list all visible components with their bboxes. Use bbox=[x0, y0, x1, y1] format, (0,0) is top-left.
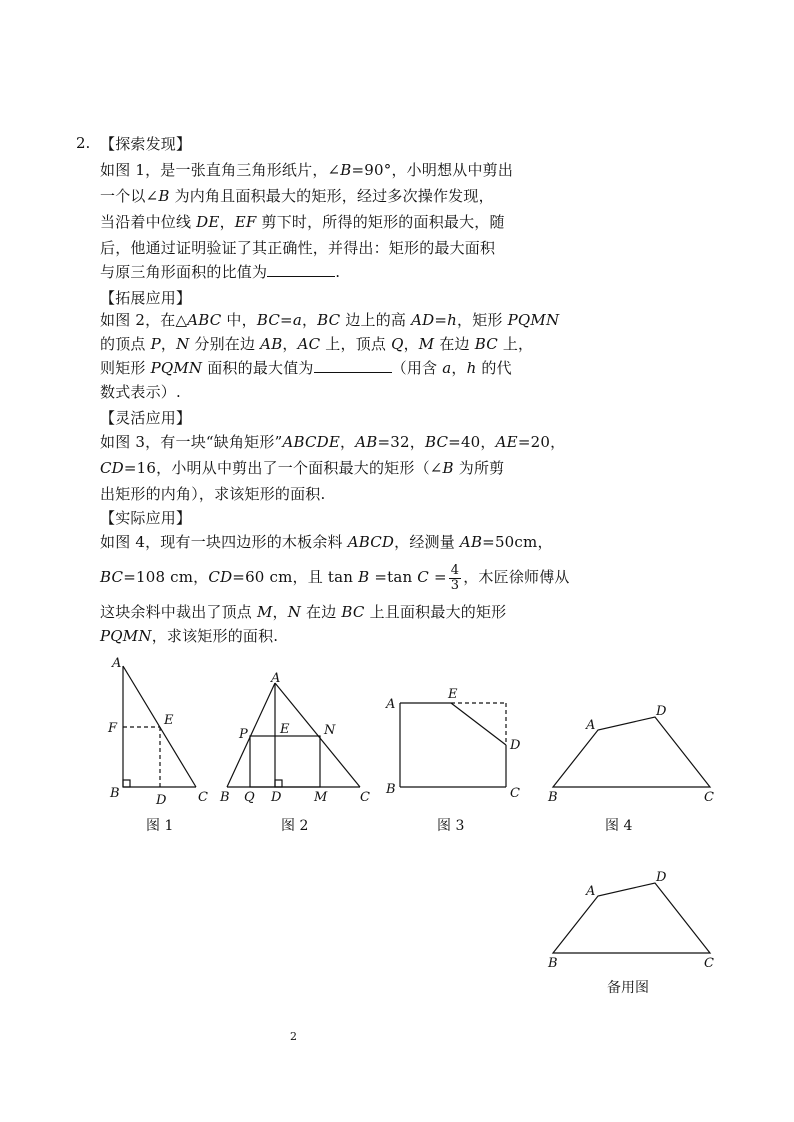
section1-line3: 当沿着中位线 DE，EF 剪下时，所得的矩形的面积最大，随 bbox=[100, 213, 505, 231]
figure-4 bbox=[553, 717, 710, 787]
section1-line5: 与原三角形面积的比值为 . bbox=[100, 263, 341, 281]
fig2-label-n: N bbox=[324, 723, 336, 738]
fig1-caption: 图 1 bbox=[146, 818, 174, 834]
spare-label-d: D bbox=[656, 870, 667, 885]
fig3-label-a: A bbox=[386, 697, 396, 712]
section2-line2: 的顶点 P，N 分别在边 AB，AC 上，顶点 Q，M 在边 BC 上， bbox=[100, 335, 534, 353]
fig2-label-p: P bbox=[239, 727, 248, 742]
page-number: 2 bbox=[290, 1030, 297, 1043]
fig1-label-d: D bbox=[156, 793, 167, 808]
fig2-label-m: M bbox=[314, 790, 328, 805]
section1-line1: 如图 1，是一张直角三角形纸片，∠B=90°，小明想从中剪出 bbox=[100, 161, 514, 179]
section3-line3: 出矩形的内角），求该矩形的面积. bbox=[100, 485, 326, 503]
fig1-label-c: C bbox=[198, 790, 208, 805]
fig4-label-c: C bbox=[704, 790, 714, 805]
fig2-label-a: A bbox=[271, 671, 281, 686]
fig1-label-e: E bbox=[164, 713, 174, 728]
fig4-label-d: D bbox=[656, 704, 667, 719]
spare-label-a: A bbox=[586, 884, 596, 899]
section3-line2: CD=16，小明从中剪出了一个面积最大的矩形（∠B 为所剪 bbox=[100, 459, 505, 477]
section3-line1: 如图 3，有一块“缺角矩形”ABCDE，AB=32，BC=40，AE=20， bbox=[100, 433, 566, 451]
section2-header: 【拓展应用】 bbox=[100, 289, 192, 307]
fig2-label-b: B bbox=[220, 790, 230, 805]
fig4-label-b: B bbox=[548, 790, 558, 805]
problem-number: 2. bbox=[76, 134, 91, 152]
section2-line3: 则矩形 PQMN 面积的最大值为 （用含 a，h 的代 bbox=[100, 359, 512, 377]
spare-caption: 备用图 bbox=[607, 980, 649, 996]
section3-header: 【灵活应用】 bbox=[100, 409, 192, 427]
fig3-label-c: C bbox=[510, 786, 520, 801]
section4-line2: BC=108 cm，CD=60 cm，且 tan B =tan C = $\frac{4}{3}$ ，木匠徐师傅从 bbox=[100, 562, 570, 593]
fig2-label-c: C bbox=[360, 790, 370, 805]
fig1-label-b: B bbox=[110, 786, 120, 801]
section4-line4: PQMN，求该矩形的面积. bbox=[100, 627, 279, 645]
section1-line2: 一个以∠B 为内角且面积最大的矩形，经过多次操作发现， bbox=[100, 187, 494, 205]
section1-line4: 后，他通过证明验证了其正确性，并得出：矩形的最大面积 bbox=[100, 239, 496, 257]
fig2-label-e: E bbox=[280, 722, 290, 737]
figure-spare bbox=[553, 883, 710, 953]
fig2-label-d: D bbox=[271, 790, 282, 805]
fig3-label-d: D bbox=[510, 738, 521, 753]
section2-line4: 数式表示）. bbox=[100, 383, 181, 401]
section1-header: 【探索发现】 bbox=[100, 135, 192, 153]
spare-label-b: B bbox=[548, 956, 558, 971]
fig2-label-q: Q bbox=[244, 790, 255, 805]
fig2-caption: 图 2 bbox=[281, 818, 309, 834]
fig4-caption: 图 4 bbox=[605, 818, 633, 834]
fig4-label-a: A bbox=[586, 718, 596, 733]
figure-1 bbox=[123, 666, 196, 787]
section4-line3: 这块余料中裁出了顶点 M，N 在边 BC 上且面积最大的矩形 bbox=[100, 603, 507, 621]
figure-3 bbox=[400, 703, 506, 787]
section4-header: 【实际应用】 bbox=[100, 509, 192, 527]
fig1-label-a: A bbox=[112, 656, 122, 671]
fig3-label-e: E bbox=[448, 687, 458, 702]
section4-line1: 如图 4，现有一块四边形的木板余料 ABCD，经测量 AB=50cm， bbox=[100, 533, 553, 551]
section2-line1: 如图 2，在△ABC 中，BC=a，BC 边上的高 AD=h，矩形 PQMN bbox=[100, 311, 560, 329]
fig3-caption: 图 3 bbox=[437, 818, 465, 834]
fig1-label-f: F bbox=[108, 721, 118, 736]
fraction-four-thirds: $\frac{4}{3}$ bbox=[450, 562, 460, 593]
spare-label-c: C bbox=[704, 956, 714, 971]
fig3-label-b: B bbox=[386, 782, 396, 797]
